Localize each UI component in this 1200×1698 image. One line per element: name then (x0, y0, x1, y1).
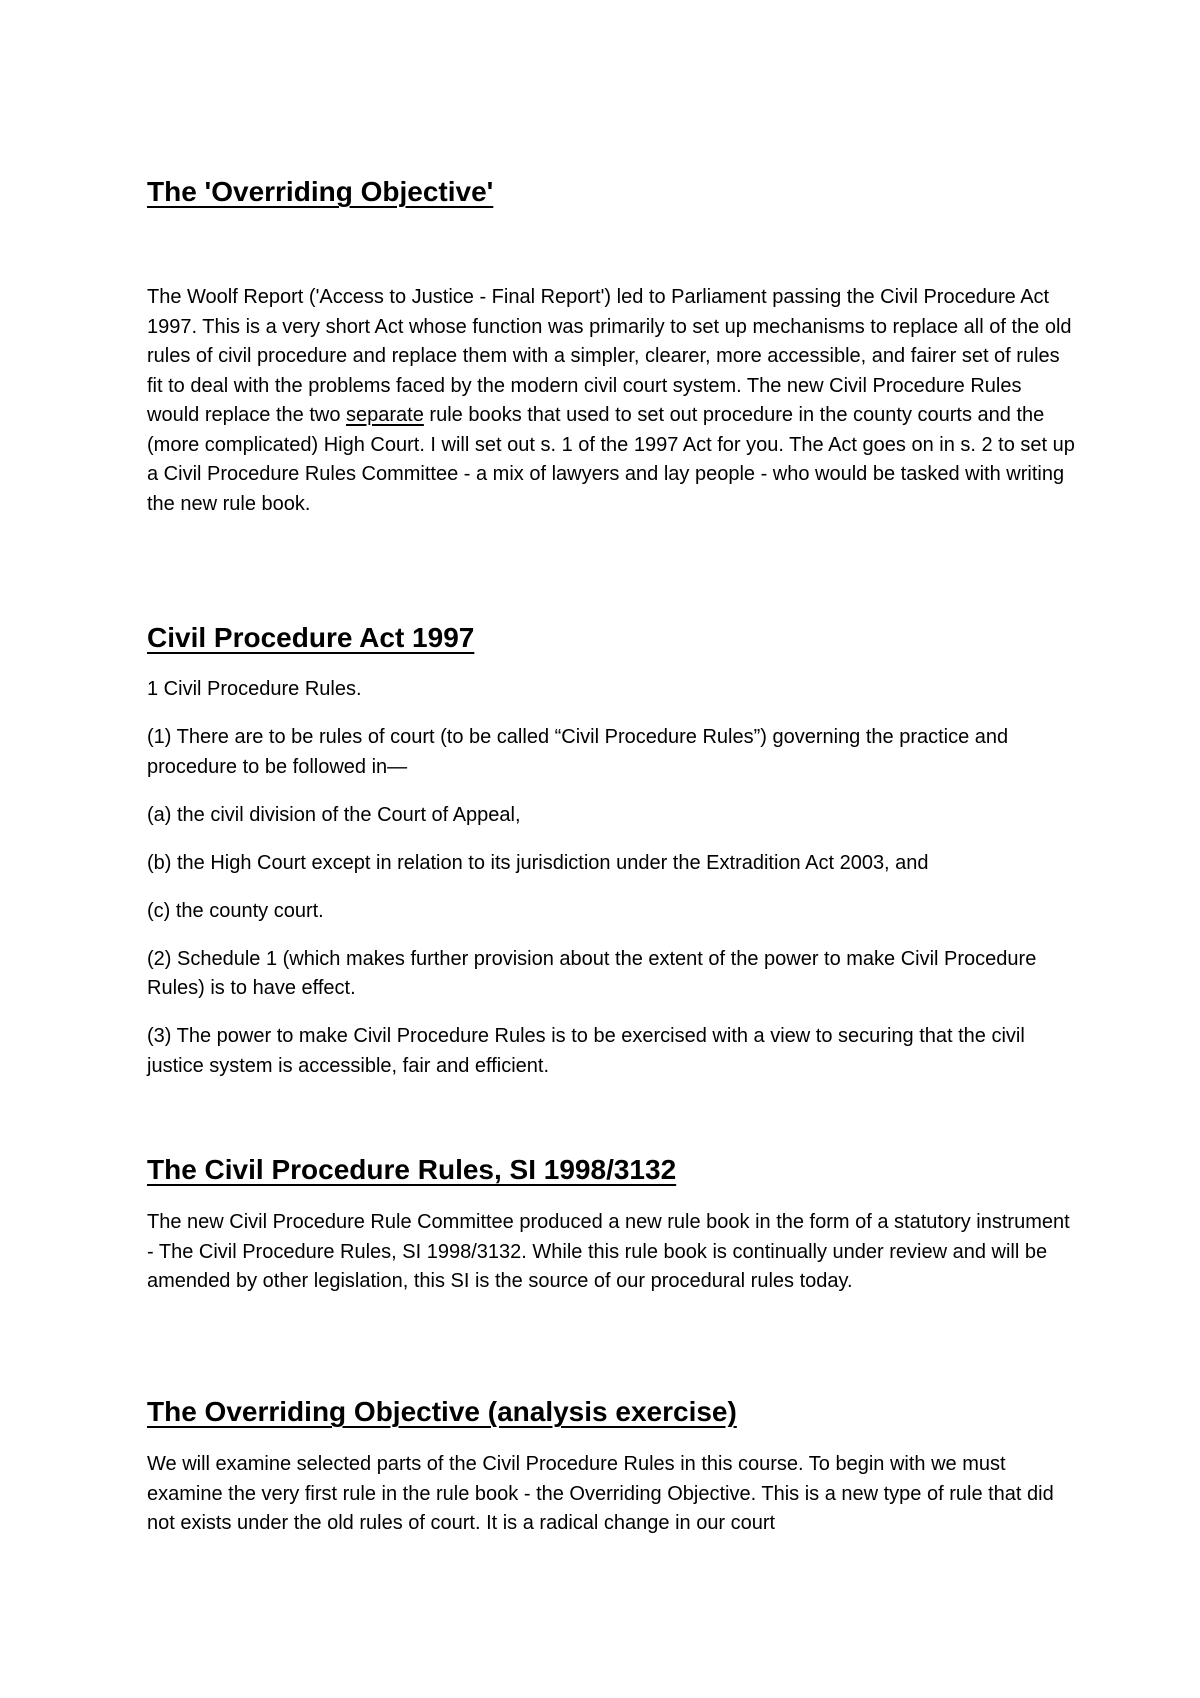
page-title: The 'Overriding Objective' (147, 176, 494, 207)
rules-heading: The Civil Procedure Rules, SI 1998/3132 (147, 1154, 677, 1185)
intro-text-part1: The Woolf Report ('Access to Justice - Final Report') led to Parliament passing the Civil Procedure Act 1997. This is a very short Act whose function was primarily to set up mechanisms to replace all of the old rules of civil procedure and replace them with a simpler, clearer, more accessible, and fairer set of rules fit to deal with the problems faced by the modern civil court system. The new Civil Procedure Rules would replace the two (147, 286, 1072, 426)
act-provision-2: (2) Schedule 1 (which makes further provision about the extent of the power to make Civil Procedure Rules) is to have effect. (147, 947, 1037, 999)
act-provision-1c: (c) the county court. (147, 899, 324, 922)
act-provision-1: (1) There are to be rules of court (to be called “Civil Procedure Rules”) governing the practice and procedure to be followed in— (147, 726, 1009, 778)
rules-paragraph: The new Civil Procedure Rule Committee produced a new rule book in the form of a statutory instrument - The Civil Procedure Rules, SI 1998/3132. While this rule book is continually under review and will be amended by other legislation, this SI is the source of our procedural rules today. (147, 1211, 1070, 1292)
intro-text-part2: rule books that used to set out procedure in the county courts and the (more complicated) High Court. I will set out s. 1 of the 1997 Act for you. The Act goes on in s. 2 to set up a Civil Procedure Rules Committee - a mix of lawyers and lay people - who would be tasked with writing the new rule book. (147, 404, 1075, 515)
act-provision-1a: (a) the civil division of the Court of Appeal, (147, 803, 521, 826)
intro-paragraph (147, 283, 1077, 519)
act-provision-1b: (b) the High Court except in relation to its jurisdiction under the Extradition Act 2003, and (147, 851, 929, 874)
overriding-objective-paragraph: We will examine selected parts of the Civil Procedure Rules in this course. To begin with we must examine the very first rule in the rule book - the Overriding Objective. This is a new type of rule that did not exists under the old rules of court. It is a radical change in our court (147, 1453, 1054, 1534)
act-provision-3: (3) The power to make Civil Procedure Rules is to be exercised with a view to securing that the civil justice system is accessible, fair and efficient. (147, 1025, 1025, 1077)
act-provision-title: 1 Civil Procedure Rules. (147, 678, 362, 700)
act-heading: Civil Procedure Act 1997 (147, 622, 475, 653)
act-provisions (147, 675, 1077, 1100)
intro-underlined-word: separate (346, 404, 424, 426)
overriding-objective-heading: The Overriding Objective (analysis exercise) (147, 1396, 737, 1427)
